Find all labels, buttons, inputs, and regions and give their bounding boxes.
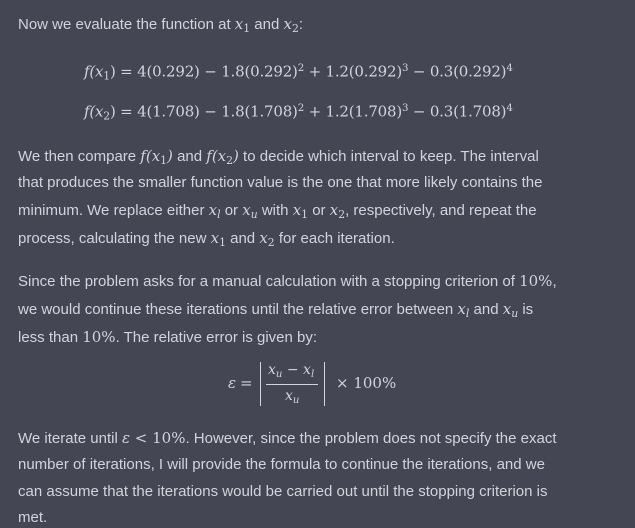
- math-epsilon: ε: [121, 429, 131, 447]
- math-x1: $x_1$: [234, 15, 251, 36]
- iterate-line-2: number of iterations, I will provide the formula to continue the iterations, and we: [18, 456, 545, 473]
- math-10-percent: 10%: [519, 272, 553, 290]
- compare-line-3: minimum. We replace either $x_l$ or $x_u$ with $x_1$ or $x_2$, respectively, and repeat the: [18, 201, 537, 222]
- abs-bar-left: [260, 362, 261, 406]
- fraction-denominator: $x_u$: [285, 388, 300, 406]
- relative-error-formula: [228, 360, 418, 412]
- math-10-percent: 10%: [82, 328, 116, 346]
- math-xl: $x_l$: [208, 201, 221, 222]
- text: and: [250, 16, 284, 33]
- math-xu: $x_u$: [502, 300, 519, 321]
- math-xl: $x_l$: [457, 300, 470, 321]
- iterate-line-1: We iterate until ε < 10%. However, since the problem does not specify the exact: [18, 429, 557, 447]
- criterion-line-1: Since the problem asks for a manual calculation with a stopping criterion of 10%,: [18, 272, 557, 290]
- math-x1: $x_1$: [292, 201, 309, 222]
- times-100-percent: × 100%: [336, 374, 397, 392]
- equals-sign: =: [240, 374, 253, 392]
- math-lt-10-percent: < 10%: [130, 429, 186, 447]
- iterate-line-4: met.: [18, 509, 48, 526]
- equation-f-x2: $f(x_2) = 4(1.708) - 1.8(1.708)^2 + 1.2(1.708)^3 - 0.3(1.708)^4$: [84, 102, 513, 123]
- math-x1: $x_1$: [210, 229, 226, 250]
- fraction-numerator: $x_u - x_l$: [268, 362, 315, 380]
- math-f-x1: $f(x_1)$: [140, 147, 173, 168]
- math-x2: $x_2$: [259, 229, 275, 250]
- equation-f-x1: $f(x_1) = 4(0.292) - 1.8(0.292)^2 + 1.2(0.292)^3 - 0.3(0.292)^4$: [84, 62, 513, 83]
- intro-line: [18, 14, 303, 39]
- math-f-x2: $f(x_2)$: [206, 147, 239, 168]
- fraction-rule: [266, 384, 318, 385]
- iterate-line-3: can assume that the iterations would be carried out until the stopping criterion is: [18, 483, 548, 500]
- criterion-line-3: less than 10%. The relative error is given by:: [18, 328, 318, 346]
- text: :: [298, 16, 304, 33]
- compare-line-2: that produces the smaller function value is the one that more likely contains the: [18, 174, 543, 191]
- criterion-line-2: we would continue these iterations until the relative error between $x_l$ and $x_u$ is: [18, 300, 534, 321]
- compare-line-1: We then compare $f(x_1)$ and $f(x_2)$ to decide which interval to keep. The interval: [18, 147, 539, 168]
- math-x2: $x_2$: [283, 15, 299, 36]
- text: Now we evaluate the function at: [18, 16, 235, 33]
- compare-line-4: process, calculating the new $x_1$ and $x_2$ for each iteration.: [18, 229, 395, 250]
- epsilon-symbol: ε: [228, 374, 237, 392]
- math-xu: $x_u$: [242, 201, 258, 222]
- math-x2: $x_2$: [329, 201, 346, 222]
- abs-bar-right: [324, 362, 325, 406]
